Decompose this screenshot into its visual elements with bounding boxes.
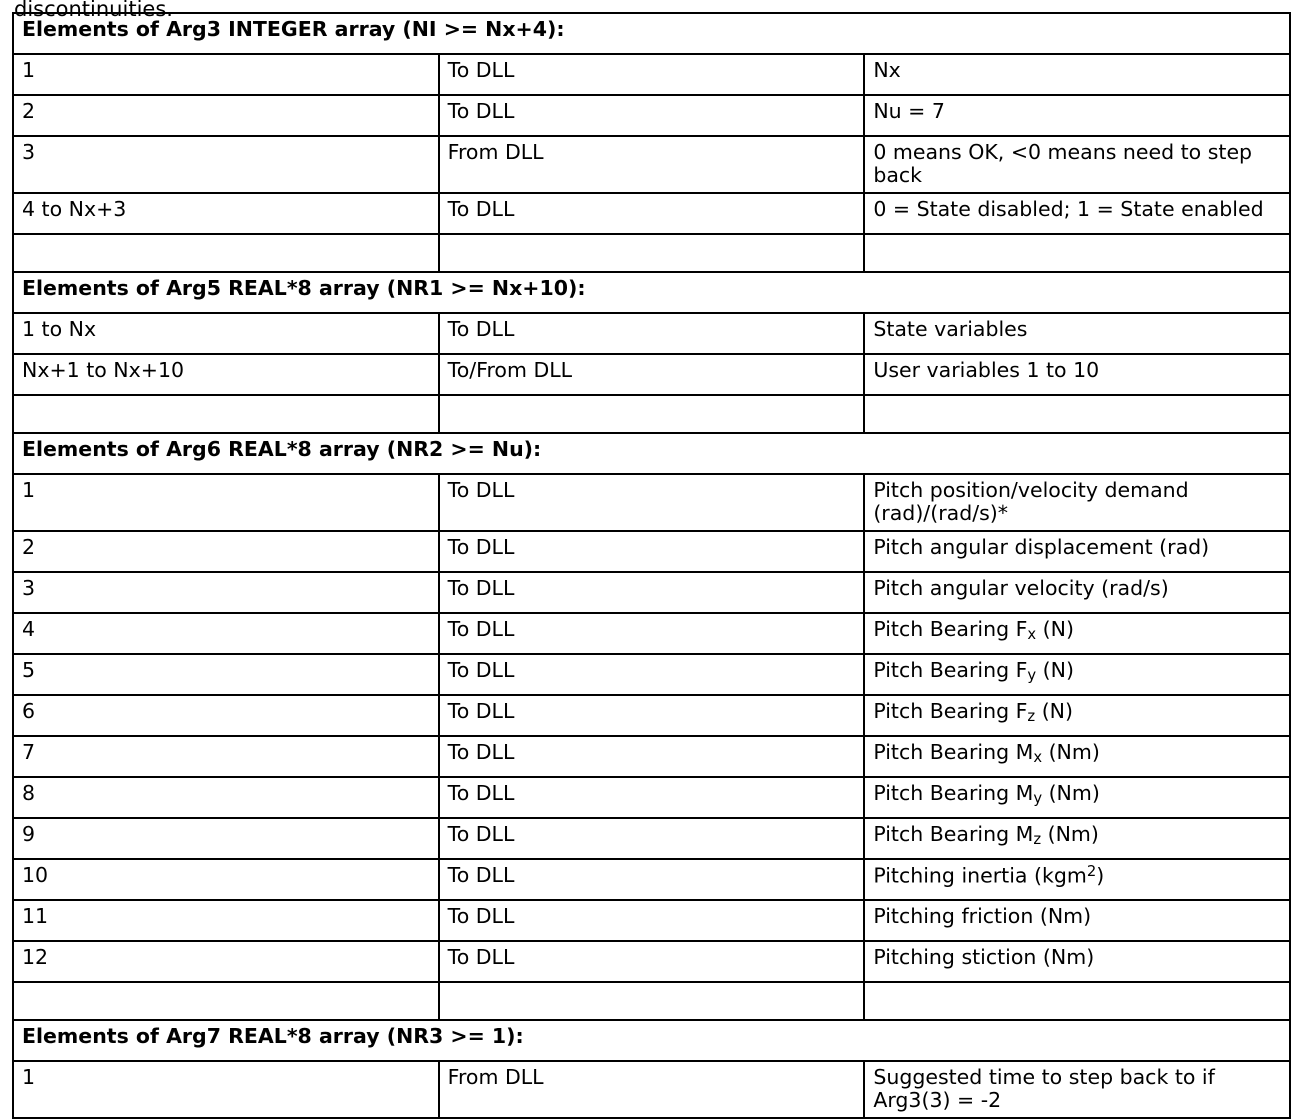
cell-description: Nx <box>864 54 1290 95</box>
cell-direction <box>439 395 865 433</box>
cell-description: Pitch Bearing $F_z$ (N) <box>864 695 1290 736</box>
cell-direction: To DLL <box>439 654 865 695</box>
cell-direction <box>439 982 865 1020</box>
table-row <box>13 900 1290 941</box>
cell-description: Suggested time to step back to if Arg3(3) = -2 <box>864 1061 1290 1118</box>
cell-element-index: 9 <box>13 818 439 859</box>
cell-description <box>864 395 1290 433</box>
cell-element-index: 1 <box>13 1061 439 1118</box>
cell-element-index: 1 <box>13 54 439 95</box>
section-heading: Elements of Arg6 REAL*8 array (NR2 >= Nu): <box>13 433 1290 474</box>
cell-direction: To DLL <box>439 818 865 859</box>
table-row <box>13 654 1290 695</box>
table-row <box>13 777 1290 818</box>
cell-element-index: 1 <box>13 474 439 531</box>
table-row <box>13 531 1290 572</box>
section-heading: Elements of Arg5 REAL*8 array (NR1 >= Nx+10): <box>13 272 1290 313</box>
cell-description: Pitch Bearing $M_z$ (Nm) <box>864 818 1290 859</box>
table-row <box>13 1061 1290 1118</box>
table-row <box>13 313 1290 354</box>
cell-element-index <box>13 982 439 1020</box>
cell-element-index: 4 to Nx+3 <box>13 193 439 234</box>
table-row <box>13 736 1290 777</box>
cell-description: Nu = 7 <box>864 95 1290 136</box>
cell-element-index: Nx+1 to Nx+10 <box>13 354 439 395</box>
cell-element-index: 11 <box>13 900 439 941</box>
cell-direction: To DLL <box>439 193 865 234</box>
cell-direction: To DLL <box>439 736 865 777</box>
table-row <box>13 234 1290 272</box>
cell-direction: To DLL <box>439 531 865 572</box>
cell-direction: To DLL <box>439 859 865 900</box>
table-row <box>13 95 1290 136</box>
cell-element-index: 8 <box>13 777 439 818</box>
cell-direction: To DLL <box>439 777 865 818</box>
cell-description: Pitch Bearing $M_x$ (Nm) <box>864 736 1290 777</box>
cell-element-index: 6 <box>13 695 439 736</box>
cell-element-index: 2 <box>13 95 439 136</box>
cell-direction: From DLL <box>439 136 865 193</box>
cell-element-index: 12 <box>13 941 439 982</box>
cell-description: Pitch Bearing $M_y$ (Nm) <box>864 777 1290 818</box>
table-row <box>13 54 1290 95</box>
table-row <box>13 136 1290 193</box>
table-row <box>13 941 1290 982</box>
clipped-text-line: discontinuities. <box>14 0 173 21</box>
cell-direction: To DLL <box>439 95 865 136</box>
table-row <box>13 354 1290 395</box>
cell-element-index: 7 <box>13 736 439 777</box>
cell-element-index: 3 <box>13 136 439 193</box>
section-heading: Elements of Arg7 REAL*8 array (NR3 >= 1): <box>13 1020 1290 1061</box>
cell-direction: To DLL <box>439 941 865 982</box>
dll-interface-table <box>12 12 1291 1119</box>
cell-direction: To DLL <box>439 900 865 941</box>
table-row <box>13 859 1290 900</box>
cell-description <box>864 234 1290 272</box>
table-section-row <box>13 272 1290 313</box>
cell-direction: From DLL <box>439 1061 865 1118</box>
table-row <box>13 982 1290 1020</box>
cell-description: User variables 1 to 10 <box>864 354 1290 395</box>
table-row <box>13 695 1290 736</box>
cell-element-index: 5 <box>13 654 439 695</box>
cell-direction: To DLL <box>439 54 865 95</box>
cell-element-index: 2 <box>13 531 439 572</box>
cell-description: 0 means OK, <0 means need to step back <box>864 136 1290 193</box>
cell-description: Pitching inertia (kgm$^2$) <box>864 859 1290 900</box>
table-row <box>13 193 1290 234</box>
cell-element-index: 3 <box>13 572 439 613</box>
cell-description: Pitching friction (Nm) <box>864 900 1290 941</box>
table-row <box>13 818 1290 859</box>
cell-direction: To/From DLL <box>439 354 865 395</box>
cell-element-index <box>13 234 439 272</box>
table-row <box>13 474 1290 531</box>
cell-direction: To DLL <box>439 572 865 613</box>
table-section-row <box>13 1020 1290 1061</box>
cell-description: Pitching stiction (Nm) <box>864 941 1290 982</box>
cell-direction: To DLL <box>439 613 865 654</box>
cell-element-index <box>13 395 439 433</box>
cell-direction <box>439 234 865 272</box>
cell-description: Pitch angular velocity (rad/s) <box>864 572 1290 613</box>
table-row <box>13 613 1290 654</box>
cell-description: Pitch Bearing $F_x$ (N) <box>864 613 1290 654</box>
cell-description <box>864 982 1290 1020</box>
cell-element-index: 4 <box>13 613 439 654</box>
cell-direction: To DLL <box>439 695 865 736</box>
cell-description: Pitch Bearing $F_y$ (N) <box>864 654 1290 695</box>
cell-element-index: 10 <box>13 859 439 900</box>
section-heading: Elements of Arg3 INTEGER array (NI >= Nx+4): <box>13 13 1290 54</box>
table-section-row <box>13 13 1290 54</box>
cell-direction: To DLL <box>439 313 865 354</box>
cell-direction: To DLL <box>439 474 865 531</box>
cell-description: Pitch angular displacement (rad) <box>864 531 1290 572</box>
table-row <box>13 395 1290 433</box>
table-body <box>13 13 1290 1118</box>
cell-description: Pitch position/velocity demand (rad)/(rad/s)* <box>864 474 1290 531</box>
table-row <box>13 572 1290 613</box>
cell-description: State variables <box>864 313 1290 354</box>
cell-element-index: 1 to Nx <box>13 313 439 354</box>
table-section-row <box>13 433 1290 474</box>
cell-description: 0 = State disabled; 1 = State enabled <box>864 193 1290 234</box>
